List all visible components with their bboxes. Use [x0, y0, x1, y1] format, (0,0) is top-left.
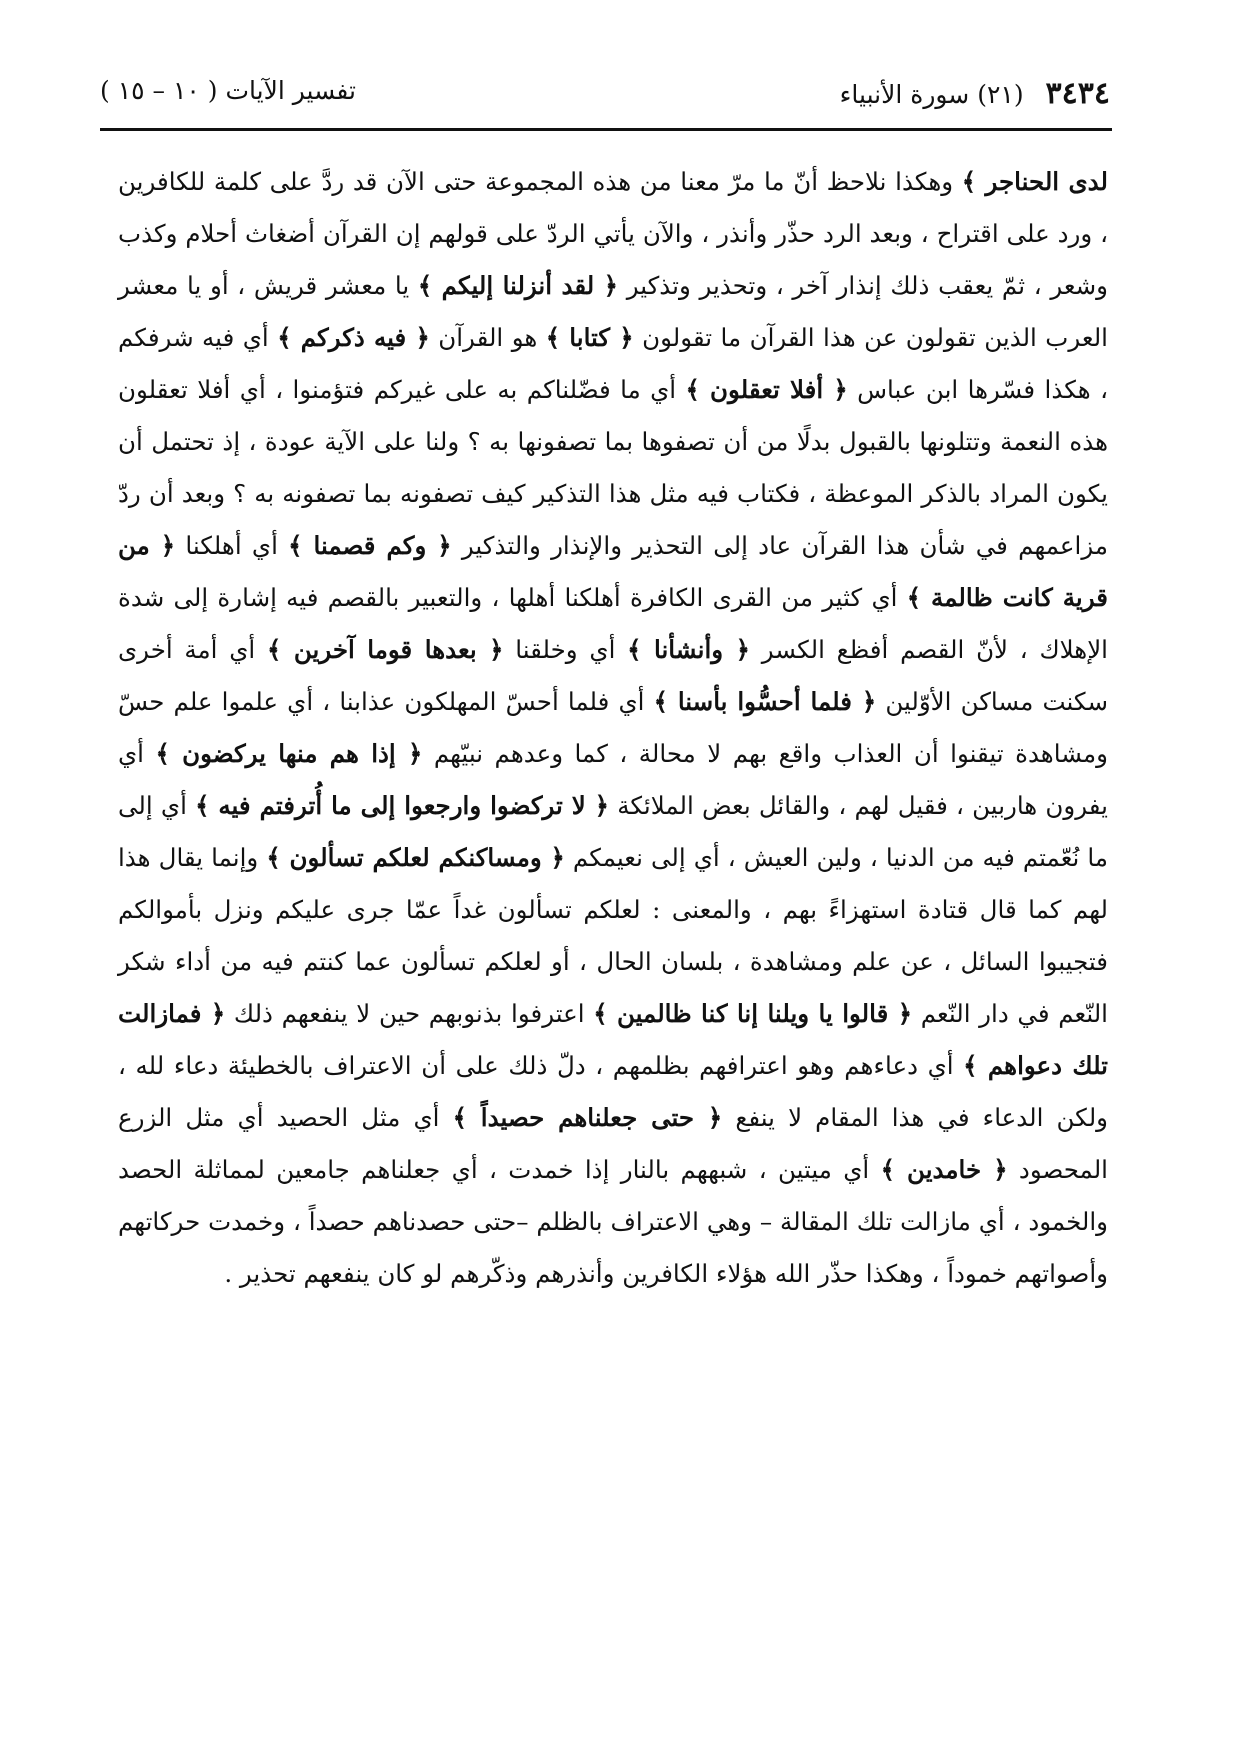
quran-verse-quote: ﴿ قالوا يا ويلنا إنا كنا ظالمين ﴾	[593, 999, 913, 1028]
quran-verse-quote: ﴿ وكم قصمنا ﴾	[288, 531, 452, 560]
quran-verse-quote: ﴿ بعدها قوما آخرين ﴾	[267, 635, 504, 664]
commentary-text: وإنما يقال هذا لهم كما قال قتادة استهزاءً بهم ، والمعنى : لعلكم تسألون غداً عمّا جرى عليكم ونزل بأموالكم فتجيبوا السائل ، عن علم ومشاهدة ، بلسان الحال ، أو لعلكم تسألون عما كنتم فيه من أداء شكر النّعم في دار النّعم	[118, 843, 1108, 1028]
commentary-text: أي دعاءهم وهو اعترافهم بظلمهم ، دلّ ذلك على أن الاعتراف بالخطيئة دعاء لله ، ولكن الدعاء في هذا المقام لا ينفع	[118, 1051, 1108, 1132]
commentary-text: أي يفرون هاربين ، فقيل لهم ، والقائل بعض الملائكة	[118, 739, 1108, 820]
quran-verse-quote: ﴿ فيه ذكركم ﴾	[277, 323, 430, 352]
commentary-text: أي وخلقنا	[503, 635, 628, 664]
commentary-text: أي فيه شرفكم ، هكذا فسّرها ابن عباس	[118, 323, 1108, 404]
commentary-text: أي أمة أخرى سكنت مساكن الأوّلين	[118, 635, 1108, 716]
surah-title: (٢١) سورة الأنبياء	[839, 80, 1024, 109]
quran-verse-quote: ﴿ كتابا ﴾	[545, 323, 634, 352]
page-number: ٣٤٣٤	[1045, 76, 1110, 111]
header-divider	[100, 128, 1112, 131]
tafsir-body	[118, 156, 1108, 1300]
tafsir-paragraph	[118, 156, 1108, 1300]
commentary-text: يا معشر قريش ، أو يا معشر العرب الذين تقولون عن هذا القرآن ما تقولون	[118, 271, 1108, 352]
commentary-text: هو القرآن	[429, 323, 546, 352]
commentary-text: أي مثل الحصيد أي مثل الزرع المحصود	[118, 1103, 1108, 1184]
quran-verse-quote: ﴿ وأنشأنا ﴾	[627, 635, 750, 664]
quran-verse-quote: ﴿ من قرية كانت ظالمة ﴾	[118, 531, 1108, 612]
quran-verse-quote: ﴿ أفلا تعقلون ﴾	[685, 375, 848, 404]
page-header	[100, 70, 1110, 120]
quran-verse-quote: ﴿ لا تركضوا وارجعوا إلى ما أُترفتم فيه ﴾	[195, 791, 610, 820]
commentary-text: أي ما فضّلناكم به على غيركم فتؤمنوا ، أي أفلا تعقلون هذه النعمة وتتلونها بالقبول بدلًا من أن تصفوها بما تصفونها به ؟ ولنا على الآية عودة ، إذ تحتمل أن يكون المراد بالذكر الموعظة ، فكتاب فيه مثل هذا التذكير كيف تصفونه بما تصفونه به ؟ وبعد أن ردّ مزاعمهم في شأن هذا القرآن عاد إلى التحذير والإنذار والتذكير	[118, 375, 1108, 560]
quran-verse-quote: ﴿ حتى جعلناهم حصيداً ﴾	[452, 1103, 723, 1132]
header-title-group	[840, 76, 1110, 111]
section-title: تفسير الآيات ( ١٠ – ١٥ )	[100, 76, 356, 105]
commentary-text: أي إلى ما نُعّمتم فيه من الدنيا ، ولين العيش ، أي إلى نعيمكم	[118, 791, 1108, 872]
commentary-text: وهكذا نلاحظ أنّ ما مرّ معنا من هذه المجموعة حتى الآن قد ردَّ على كلمة للكافرين ، ورد على اقتراح ، وبعد الرد حذّر وأنذر ، والآن يأتي الردّ على قولهم إن القرآن أضغاث أحلام وكذب وشعر ، ثمّ يعقب ذلك إنذار آخر ، وتحذير وتذكير	[118, 167, 1109, 300]
quran-verse-quote: ﴿ خامدين ﴾	[880, 1155, 1008, 1184]
commentary-text: أي فلما أحسّ المهلكون عذابنا ، أي علموا علم حسّ ومشاهدة تيقنوا أن العذاب واقع بهم لا محالة ، كما وعدهم نبيّهم	[118, 687, 1109, 768]
quran-verse-quote: ﴿ فلما أحسُّوا بأسنا ﴾	[653, 687, 877, 716]
quran-verse-quote: لدى الحناجر ﴾	[961, 167, 1108, 196]
commentary-text: اعترفوا بذنوبهم حين لا ينفعهم ذلك	[225, 999, 594, 1028]
commentary-text: أي ميتين ، شبههم بالنار إذا خمدت ، أي جعلناهم جامعين لمماثلة الحصد والخمود ، أي مازالت تلك المقالة – وهي الاعتراف بالظلم –حتى حصدناهم حصداً ، وخمدت حركاتهم وأصواتهم خموداً ، وهكذا حذّر الله هؤلاء الكافرين وأنذرهم وذكّرهم لو كان ينفعهم تحذير .	[118, 1155, 1108, 1288]
commentary-text: أي أهلكنا	[175, 531, 289, 560]
quran-verse-quote: ﴿ ومساكنكم لعلكم تسألون ﴾	[266, 843, 565, 872]
commentary-text: أي كثير من القرى الكافرة أهلكنا أهلها ، والتعبير بالقصم فيه إشارة إلى شدة الإهلاك ، لأنّ القصم أفظع الكسر	[118, 583, 1108, 664]
quran-verse-quote: ﴿ إذا هم منها يركضون ﴾	[155, 739, 423, 768]
quran-verse-quote: ﴿ فمازالت تلك دعواهم ﴾	[118, 999, 1109, 1080]
quran-verse-quote: ﴿ لقد أنزلنا إليكم ﴾	[417, 271, 619, 300]
